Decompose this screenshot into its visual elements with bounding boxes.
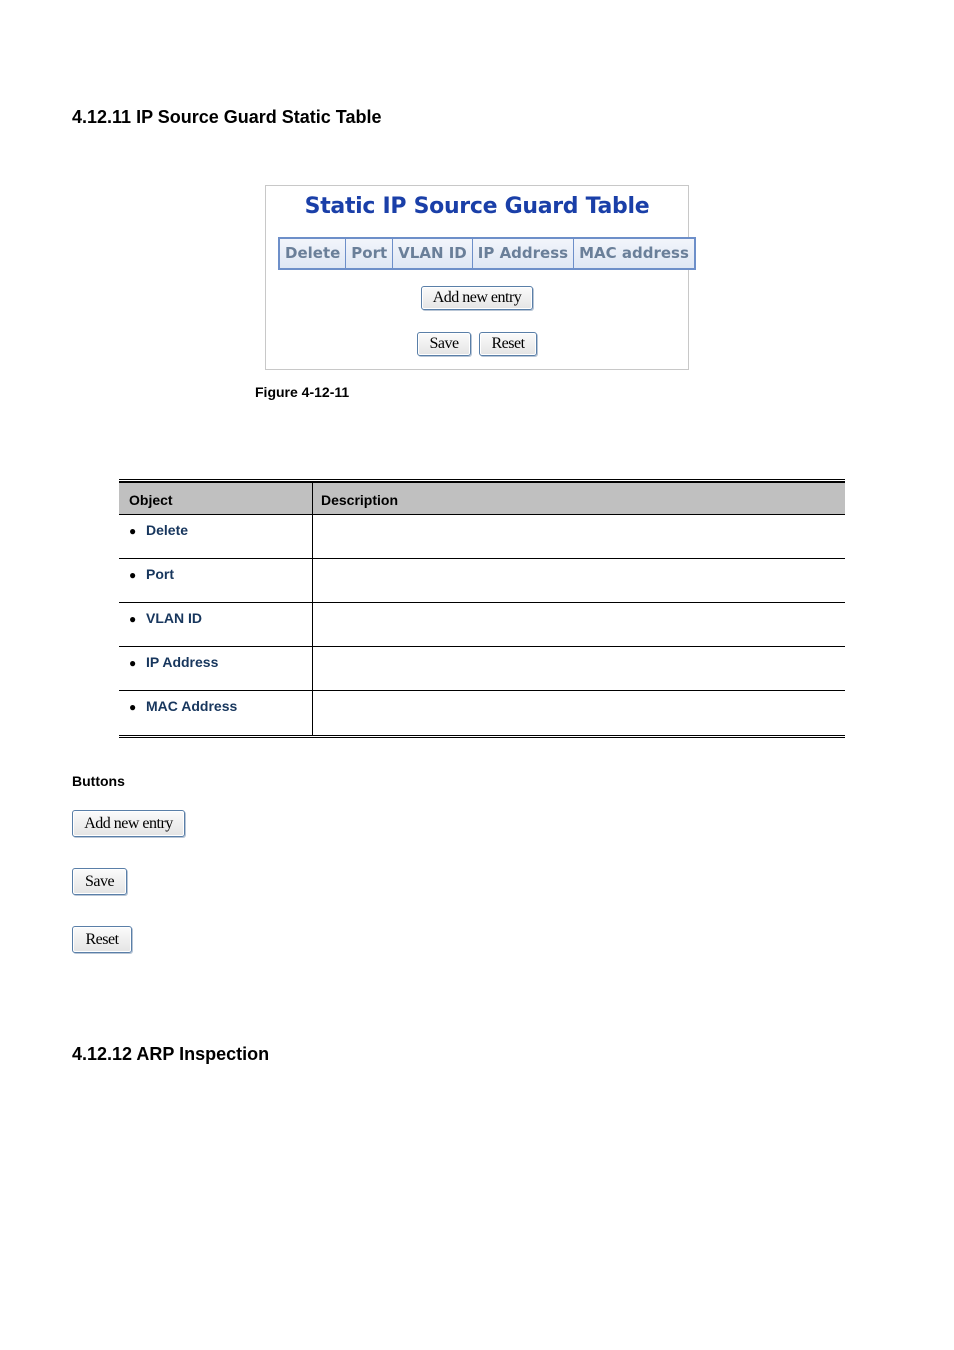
- static-ip-source-guard-figure: [265, 185, 689, 370]
- object-name: VLAN ID: [146, 610, 202, 626]
- section-heading: 4.12.11 IP Source Guard Static Table: [72, 107, 382, 127]
- object-name: Delete: [146, 522, 189, 538]
- table-header-row: [119, 482, 845, 515]
- bullet-icon: ●: [129, 656, 137, 670]
- section-heading: 4.12.12 ARP Inspection: [72, 1044, 270, 1064]
- object-description: [313, 691, 845, 735]
- table-row: [119, 559, 845, 603]
- object-name: MAC Address: [146, 698, 238, 714]
- add-new-entry-button[interactable]: Add new entry: [421, 286, 533, 310]
- figure-caption: Figure 4-12-11: [255, 384, 350, 400]
- bullet-icon: ●: [129, 700, 137, 714]
- bullet-icon: ●: [129, 612, 137, 626]
- buttons-label: Buttons: [72, 773, 125, 789]
- bullet-icon: ●: [129, 524, 137, 538]
- save-button[interactable]: Save: [72, 868, 127, 895]
- object-description: [313, 515, 845, 558]
- description-column-header: Description: [321, 492, 399, 508]
- object-description: [313, 603, 845, 646]
- object-description: [313, 647, 845, 690]
- object-description: [313, 559, 845, 602]
- column-header-mac-address: MAC address: [574, 239, 694, 268]
- object-description-table: [119, 479, 845, 738]
- add-new-entry-button[interactable]: Add new entry: [72, 810, 185, 837]
- bullet-icon: ●: [129, 568, 137, 582]
- table-row: [119, 515, 845, 559]
- static-table-header: [278, 237, 696, 270]
- table-row: [119, 691, 845, 735]
- reset-button[interactable]: Reset: [479, 332, 537, 356]
- object-name: Port: [146, 566, 174, 582]
- table-row: [119, 603, 845, 647]
- column-header-ip-address: IP Address: [473, 239, 574, 268]
- column-header-vlan-id: VLAN ID: [393, 239, 473, 268]
- column-header-port: Port: [346, 239, 393, 268]
- object-column-header: Object: [119, 483, 313, 514]
- object-name: IP Address: [146, 654, 219, 670]
- table-row: [119, 647, 845, 691]
- figure-title: Static IP Source Guard Table: [304, 194, 650, 219]
- save-button[interactable]: Save: [417, 332, 471, 356]
- reset-button[interactable]: Reset: [72, 926, 132, 953]
- column-header-delete: Delete: [280, 239, 346, 268]
